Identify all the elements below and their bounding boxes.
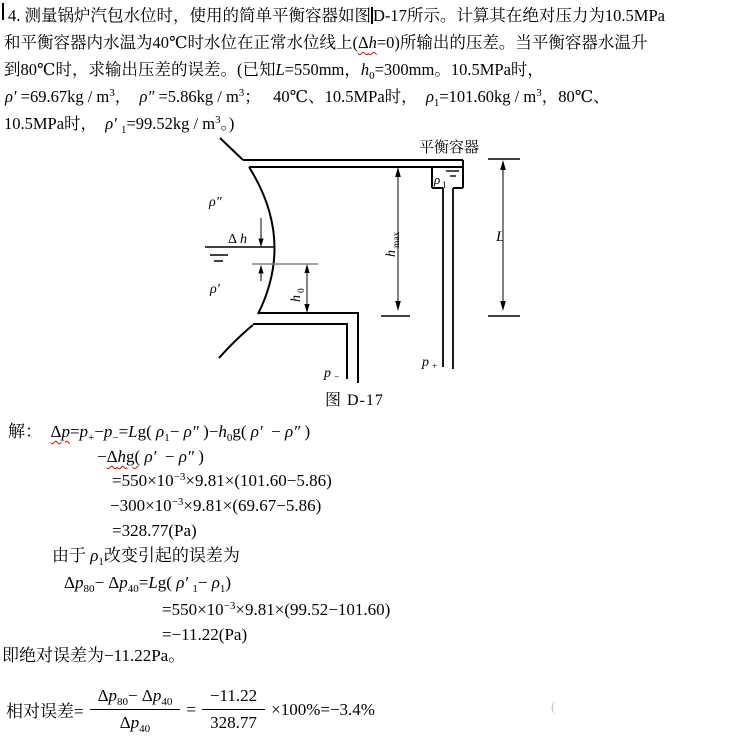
p-plus-label-p: p	[422, 355, 429, 370]
solution-line: 由于 $\rho_1$改变引起的误差为	[52, 546, 240, 568]
fraction-symbolic	[90, 686, 181, 733]
p-minus-label-sub: −	[334, 373, 340, 383]
fraction-numeric	[202, 686, 265, 733]
relative-error-equation	[6, 686, 375, 733]
hmax-label	[384, 231, 402, 257]
l-down-arrowhead	[500, 301, 506, 311]
fraction-denominator: $\Delta p_{40}$	[119, 713, 151, 735]
relative-error-prefix: 相对误差=	[6, 702, 84, 721]
rho-water-label: ρ′	[210, 282, 220, 297]
hmax-label-h: h	[384, 250, 399, 257]
minus-impulse-pipe	[253, 313, 358, 383]
relative-error-suffix: ×100%=−3.4%	[271, 699, 375, 719]
solution-line: =328.77(Pa)	[112, 521, 197, 540]
fraction-numerator: $\Delta p_{80}- \Delta p_{40}$	[90, 686, 181, 710]
delta-h-label-delta: Δ	[228, 232, 238, 247]
p-minus-label-p: p	[324, 366, 331, 381]
h0-label-sub: 0	[297, 288, 307, 293]
solution-line: $-300\times 10^{-3}\times 9.81\times(69.67-5.86)$	[110, 496, 322, 515]
hmax-label-sub: max	[392, 231, 402, 248]
h0-up-arrowhead	[304, 264, 309, 273]
h0-label-h: h	[289, 295, 304, 302]
solution-line: $=550\times 10^{-3}\times 9.81\times(101.60-5.86)$	[112, 471, 332, 490]
solution-line: −Δhg( ρ′ − ρ″ )	[97, 447, 204, 466]
p-plus-label-sub: +	[432, 362, 438, 372]
rho1-label-rho: ρ	[434, 172, 441, 187]
problem-line: 4. 测量锅炉汽包水位时，使用的简单平衡容器如图 D-17所示。计算其在绝对压力为10.5MPa	[8, 6, 665, 25]
minus-pipe-inner-line	[253, 324, 347, 379]
problem-line: 10.5MPa时， ρ′ $_1=99.52kg / m^3$。)	[4, 114, 235, 136]
hmax-down-arrowhead	[395, 301, 401, 311]
problem-line: $\rho' =69.67kg / m^3$， $\rho'' =5.86kg / m^3$； 40℃、10.5MPa时， $\rho_1=101.60kg / m^3$，80℃、	[5, 87, 610, 109]
rho1-label-sub: 1	[442, 181, 447, 191]
stray-mark: (	[551, 700, 556, 715]
plus-impulse-pipe	[443, 188, 453, 369]
drum-wall-bottom	[219, 325, 253, 358]
fraction-numerator: −11.22	[202, 686, 265, 710]
water-levels	[205, 247, 318, 264]
solution-line: $\Delta p_{80}- \Delta p_{40}=Lg$( ρ′ $_1- \rho_1$)	[64, 573, 232, 595]
delta-h-down-arrowhead	[258, 239, 263, 248]
figure-title-label: 平衡容器	[419, 140, 480, 156]
problem-line: 和平衡容器内水温为40℃时水位在正常水位线上(Δh=0)所输出的压差。当平衡容器水温升	[4, 33, 648, 52]
delta-h-label-h: h	[240, 232, 247, 247]
delta-h-dimension	[258, 218, 263, 281]
rho-steam-label: ρ″	[209, 195, 222, 210]
solution-line: $=550\times 10^{-3}\times 9.81\times(99.52-101.60)$	[162, 600, 391, 619]
hmax-up-arrowhead	[395, 167, 401, 177]
solution-line: 解： $\Delta p=p_+-p_-=Lg$( $\rho_1- \rho''$ )$-h_0g$( ρ′ − ρ″ )	[8, 422, 311, 444]
equals-sign: =	[186, 699, 196, 719]
fraction-denominator: 328.77	[210, 713, 257, 732]
h0-down-arrowhead	[304, 304, 309, 313]
solution-line: =−11.22(Pa)	[162, 625, 248, 644]
drum-wall-top	[220, 138, 243, 160]
h0-label	[289, 288, 307, 302]
figure-labels	[208, 139, 504, 409]
solution-line: 即绝对误差为−11.22Pa。	[2, 646, 186, 665]
delta-h-up-arrowhead	[258, 265, 263, 274]
steam-pipe	[243, 160, 463, 167]
problem-line: 到80℃时，求输出压差的误差。(已知L=550mm，$h_0=300mm$。10.5MPa时，	[4, 60, 544, 82]
figure-caption: 图 D-17	[325, 392, 384, 409]
l-label: L	[496, 229, 505, 245]
l-up-arrowhead	[500, 160, 506, 170]
